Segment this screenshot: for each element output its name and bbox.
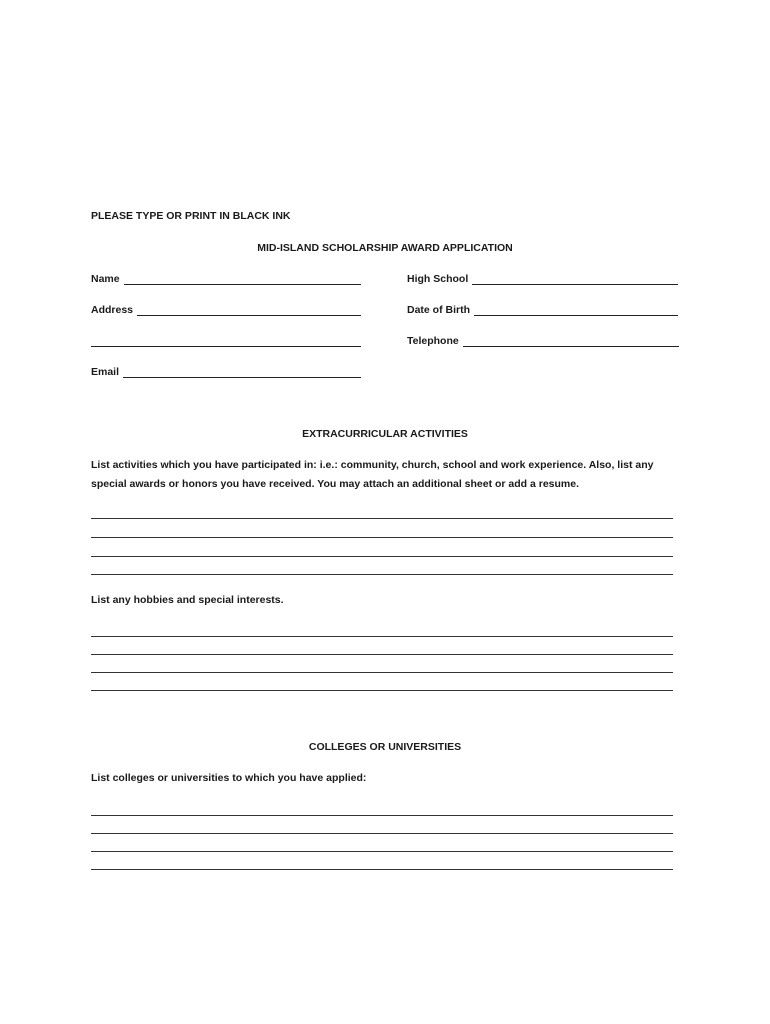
activities-line-3[interactable]: [91, 556, 673, 557]
telephone-blank[interactable]: [463, 336, 679, 347]
address-line-2-blank[interactable]: [91, 336, 361, 347]
date-of-birth-label: Date of Birth: [407, 304, 470, 316]
form-title: MID-ISLAND SCHOLARSHIP AWARD APPLICATION: [257, 242, 513, 254]
telephone-field[interactable]: [407, 333, 679, 347]
name-label: Name: [91, 273, 120, 285]
colleges-line-2[interactable]: [91, 833, 673, 834]
name-field[interactable]: [91, 271, 361, 285]
date-of-birth-field[interactable]: [407, 302, 678, 316]
ink-instruction: PLEASE TYPE OR PRINT IN BLACK INK: [91, 210, 291, 222]
hobbies-line-3[interactable]: [91, 672, 673, 673]
name-blank[interactable]: [124, 274, 361, 285]
activities-line-4[interactable]: [91, 574, 673, 575]
high-school-field[interactable]: [407, 271, 678, 285]
email-field[interactable]: [91, 364, 361, 378]
extracurricular-instructions: List activities which you have participated in: i.e.: community, church, school and work experience. Also, list any special awards or honors you have received. You may attach an additional sheet or add a resume.: [91, 459, 654, 490]
colleges-prompt: List colleges or universities to which you have applied:: [91, 772, 367, 784]
address-label: Address: [91, 304, 134, 316]
high-school-label: High School: [407, 273, 469, 285]
date-of-birth-blank[interactable]: [474, 305, 678, 316]
hobbies-line-1[interactable]: [91, 636, 673, 637]
high-school-blank[interactable]: [472, 274, 678, 285]
telephone-label: Telephone: [407, 335, 459, 347]
email-label: Email: [91, 366, 120, 378]
activities-line-1[interactable]: [91, 518, 673, 519]
colleges-line-3[interactable]: [91, 851, 673, 852]
colleges-heading: COLLEGES OR UNIVERSITIES: [308, 741, 462, 753]
email-blank[interactable]: [123, 367, 361, 378]
hobbies-prompt: List any hobbies and special interests.: [91, 594, 284, 606]
colleges-line-1[interactable]: [91, 815, 673, 816]
colleges-line-4[interactable]: [91, 869, 673, 870]
address-blank[interactable]: [137, 305, 361, 316]
hobbies-line-4[interactable]: [91, 690, 673, 691]
activities-line-2[interactable]: [91, 537, 673, 538]
hobbies-line-2[interactable]: [91, 654, 673, 655]
address-field[interactable]: [91, 302, 361, 316]
extracurricular-heading: EXTRACURRICULAR ACTIVITIES: [302, 428, 468, 440]
address-line-2-field[interactable]: [91, 333, 361, 347]
